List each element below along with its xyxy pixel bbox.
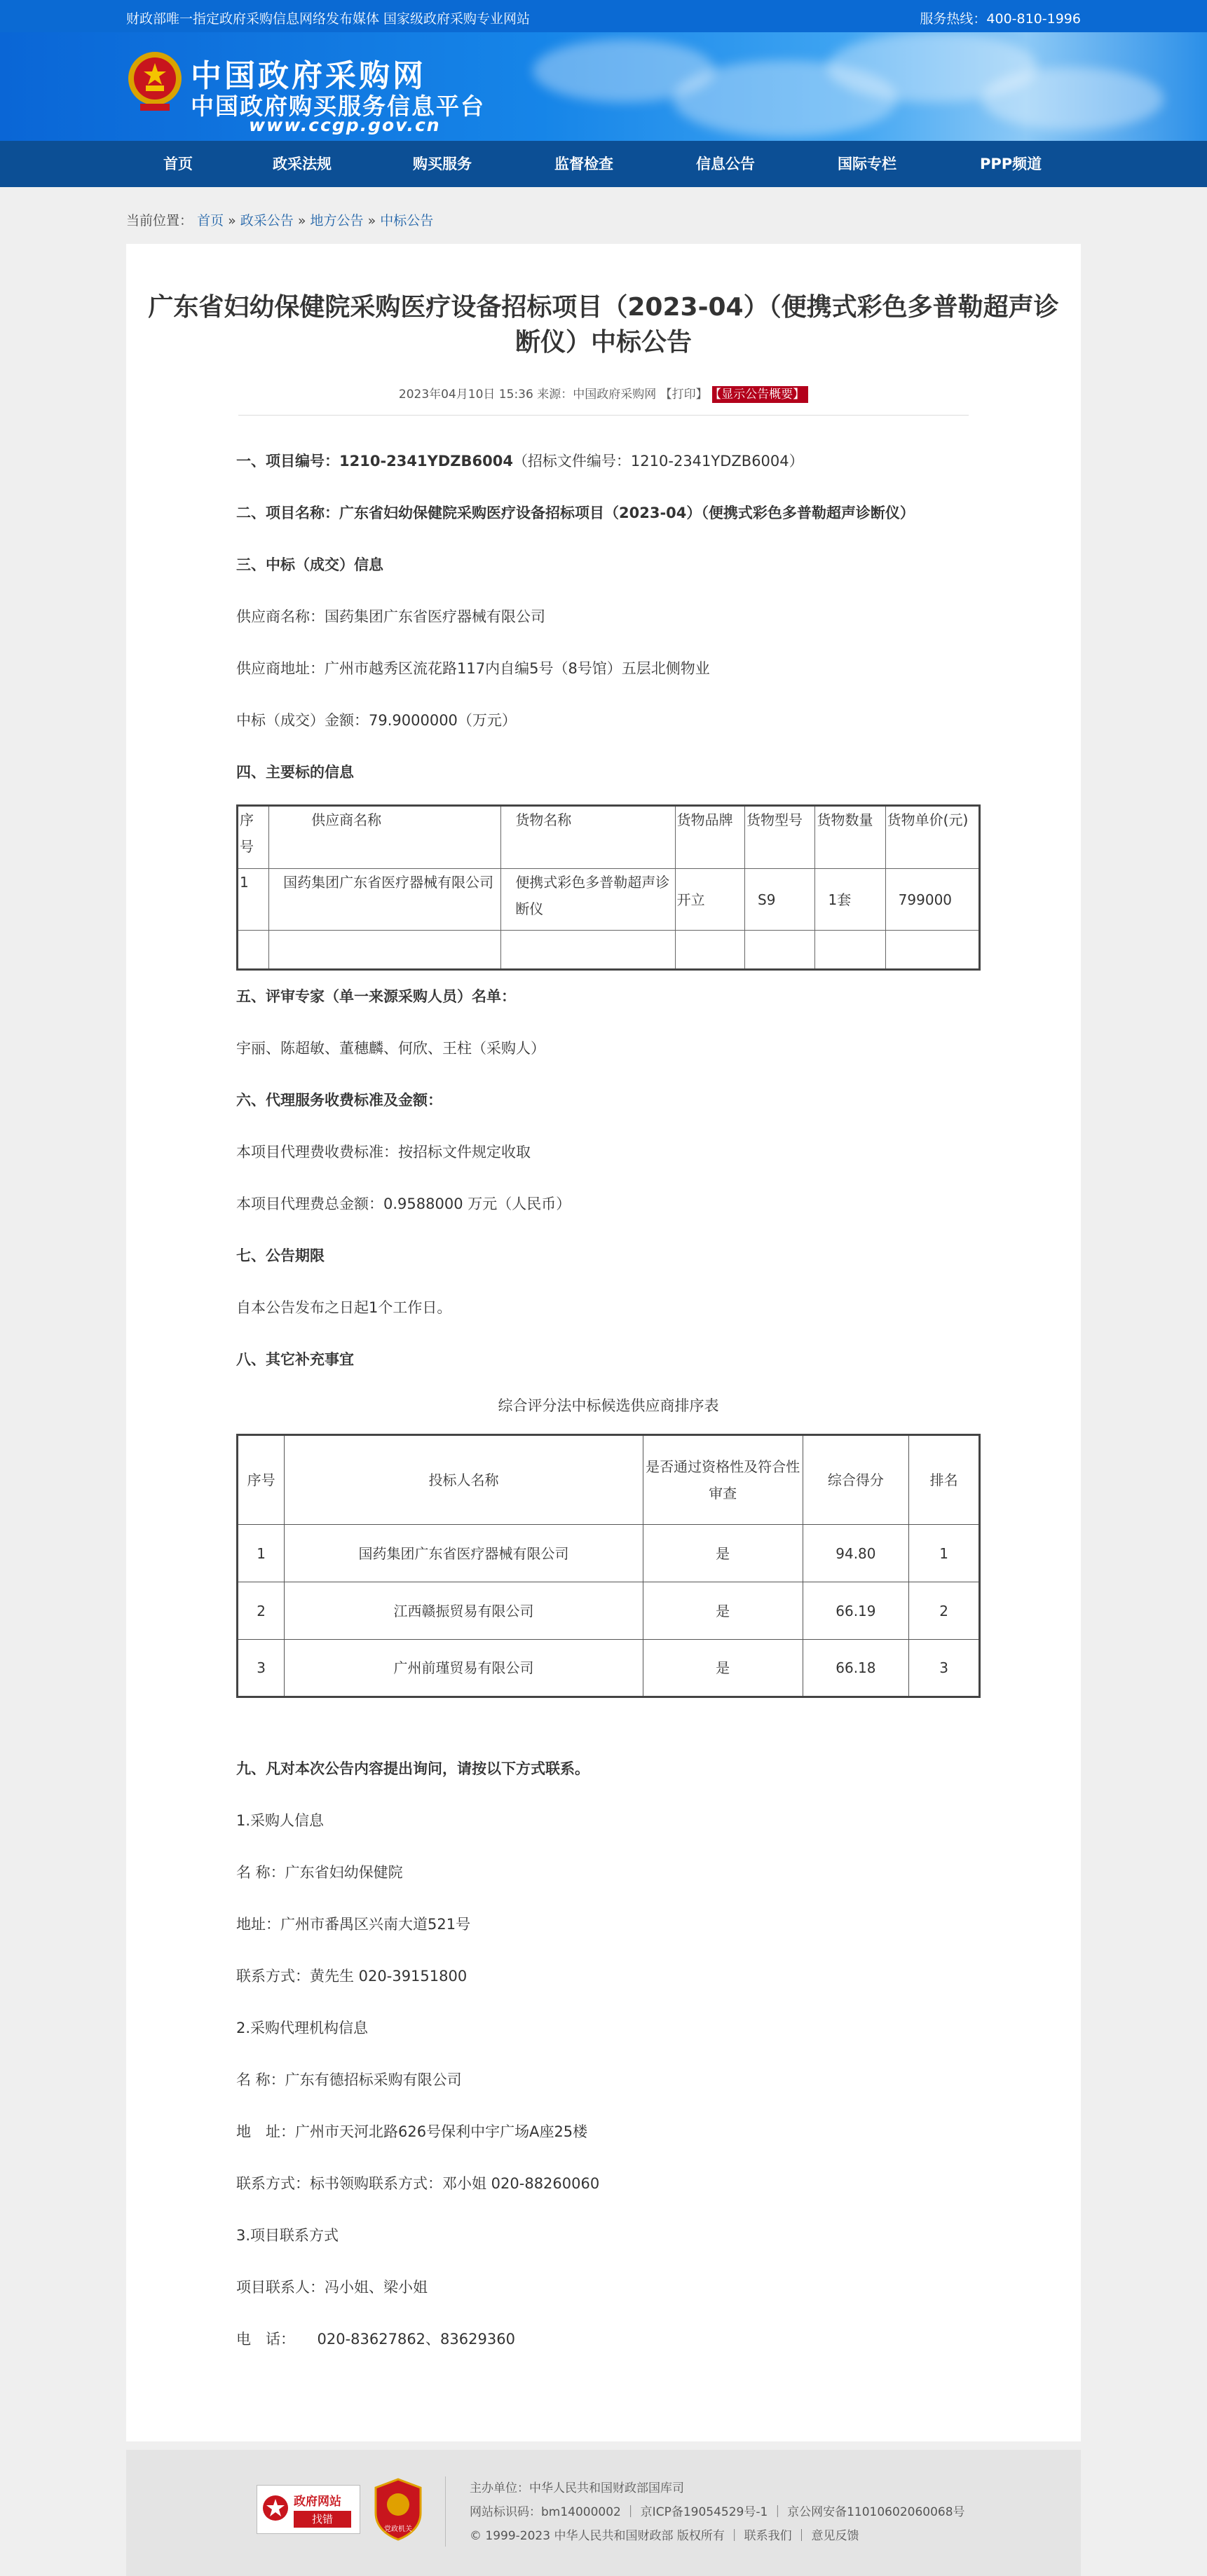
project-contact-person: 项目联系人：冯小姐、梁小姐: [236, 2279, 428, 2296]
fee-standard: 本项目代理费收费标准：按招标文件规定收取: [236, 1144, 531, 1160]
nav-international[interactable]: 国际专栏: [838, 156, 896, 172]
experts-list: 宇丽、陈超敏、董穗麟、何欣、王柱（采购人）: [236, 1040, 545, 1057]
supplier-name: 供应商名称：国药集团广东省医疗器械有限公司: [236, 608, 545, 625]
table-row: 1 国药集团广东省医疗器械有限公司 便携式彩色多普勒超声诊断仪 开立 S9 1套 799000: [238, 869, 980, 931]
site-footer: [126, 2450, 1081, 2576]
project-name: 二、项目名称：广东省妇幼保健院采购医疗设备招标项目（2023-04）（便携式彩色多普勒超声诊断仪）: [236, 505, 915, 521]
buyer-contact: 联系方式：黄先生 020-39151800: [236, 1968, 468, 1985]
party-gov-badge-icon[interactable]: [373, 2478, 423, 2541]
footer-copyright: © 1999-2023 中华人民共和国财政部 版权所有 ｜ 联系我们 ｜ 意见反馈: [470, 2529, 859, 2543]
goods-table: [236, 804, 981, 971]
breadcrumb-home[interactable]: 首页: [197, 213, 224, 228]
contact-buyer-heading: 1.采购人信息: [236, 1812, 325, 1829]
section-supplementary: 八、其它补充事宜: [236, 1351, 354, 1368]
section-experts: 五、评审专家（单一来源采购人员）名单：: [236, 988, 516, 1005]
section-fees: 六、代理服务收费标准及金额：: [236, 1092, 442, 1109]
table-row-empty: [238, 931, 980, 970]
nav-supervision[interactable]: 监督检查: [554, 156, 613, 172]
supplier-address: 供应商地址：广州市越秀区流花路117内自编5号（8号馆）五层北侧物业: [236, 660, 710, 677]
svg-text:党政机关: 党政机关: [384, 2526, 412, 2533]
agency-address: 地 址：广州市天河北路626号保利中宇广场A座25楼: [236, 2123, 588, 2140]
breadcrumb-award[interactable]: 中标公告: [380, 213, 434, 228]
ranking-table: [236, 1434, 981, 1698]
gov-website-error-badge[interactable]: 政府网站 找错: [257, 2485, 360, 2534]
nav-ppp[interactable]: PPP频道: [980, 156, 1042, 172]
section-main-items: 四、主要标的信息: [236, 764, 354, 781]
breadcrumb-announcements[interactable]: 政采公告: [240, 213, 294, 228]
logo-subtitle: 中国政府购买服务信息平台: [191, 93, 485, 120]
summary-toggle-button[interactable]: 【显示公告概要】: [712, 386, 809, 403]
award-amount: 中标（成交）金额：79.9000000（万元）: [236, 712, 517, 729]
logo-title: 中国政府采购网: [191, 58, 426, 94]
agency-contact: 联系方式：标书领购联系方式：邓小姐 020-88260060: [236, 2175, 600, 2192]
table-row: 3 广州前瑾贸易有限公司 是 66.18 3: [238, 1640, 980, 1697]
buyer-address: 地址：广州市番禺区兴南大道521号: [236, 1916, 471, 1933]
site-header: [0, 32, 1207, 141]
fee-total: 本项目代理费总金额：0.9588000 万元（人民币）: [236, 1195, 571, 1212]
nav-purchase-services[interactable]: 购买服务: [413, 156, 472, 172]
slogan: 财政部唯一指定政府采购信息网络发布媒体 国家级政府采购专业网站: [126, 11, 531, 27]
breadcrumb: 当前位置： 首页 » 政采公告 » 地方公告 » 中标公告: [126, 213, 434, 228]
main-nav: [0, 141, 1207, 187]
breadcrumb-prefix: 当前位置：: [126, 213, 193, 228]
ranking-caption: 综合评分法中标候选供应商排序表: [498, 1397, 719, 1414]
contact-agency-heading: 2.采购代理机构信息: [236, 2020, 369, 2036]
national-emblem-icon: [126, 49, 184, 114]
nav-regulations[interactable]: 政采法规: [273, 156, 332, 172]
table-header-row: 序号 供应商名称 货物名称 货物品牌 货物型号 货物数量 货物单价(元): [238, 806, 980, 869]
hotline: 服务热线：400-810-1996: [920, 11, 1081, 27]
footer-ids: 网站标识码：bm14000002 ｜ 京ICP备19054529号-1 ｜ 京公网安备11010602060068号: [470, 2505, 965, 2519]
footer-sponsor: 主办单位：中华人民共和国财政部国库司: [470, 2481, 684, 2495]
divider: [238, 415, 969, 416]
red-star-icon: [261, 2494, 289, 2522]
table-header-row: 序号 投标人名称 是否通过资格性及符合性审查 综合得分 排名: [238, 1435, 980, 1525]
footer-divider: [445, 2476, 446, 2547]
project-number: 一、项目编号：1210-2341YDZB6004（招标文件编号：1210-2341YDZB6004）: [236, 453, 804, 470]
table-row: 2 江西赣振贸易有限公司 是 66.19 2: [238, 1582, 980, 1640]
agency-name: 名 称：广东有德招标采购有限公司: [236, 2071, 462, 2088]
article-meta: 2023年04月10日 15:36 来源：中国政府采购网 【打印】 【显示公告概要】: [126, 384, 1081, 402]
section-award-info: 三、中标（成交）信息: [236, 556, 383, 573]
page-title: 广东省妇幼保健院采购医疗设备招标项目（2023-04）（便携式彩色多普勒超声诊 断仪）中标公告: [148, 293, 1059, 357]
top-bar: [0, 0, 1207, 32]
project-phone: 电 话： 020-83627862、83629360: [236, 2331, 515, 2348]
logo-url: www.ccgp.gov.cn: [249, 115, 441, 135]
section-period: 七、公告期限: [236, 1247, 325, 1264]
section-contact: 九、凡对本次公告内容提出询问，请按以下方式联系。: [236, 1760, 589, 1777]
breadcrumb-local[interactable]: 地方公告: [310, 213, 364, 228]
nav-announcements[interactable]: 信息公告: [696, 156, 755, 172]
contact-project-heading: 3.项目联系方式: [236, 2227, 339, 2244]
buyer-name: 名 称：广东省妇幼保健院: [236, 1864, 403, 1881]
table-row: 1 国药集团广东省医疗器械有限公司 是 94.80 1: [238, 1525, 980, 1582]
nav-home[interactable]: 首页: [163, 156, 193, 172]
period-text: 自本公告发布之日起1个工作日。: [236, 1299, 452, 1316]
